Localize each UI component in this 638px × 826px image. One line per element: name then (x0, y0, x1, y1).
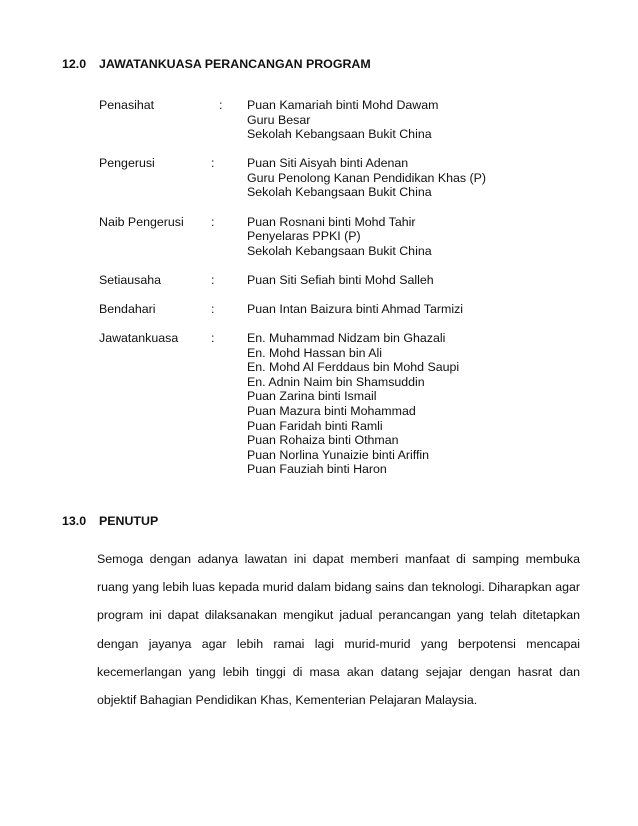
member-line: Puan Siti Aisyah binti Adenan (247, 156, 409, 171)
committee-role: Penasihat (99, 98, 155, 112)
closing-paragraph: Semoga dengan adanya lawatan ini dapat memberi manfaat di samping membuka ruang yang lebih luas kepada murid dalam bidang sains dan teknologi. Diharapkan agar program ini dapat dilaksanakan mengikut jadual perancangan yang telah ditetapkan dengan jayanya agar lebih ramai lagi murid-murid yang berpotensi mencapai kecemerlangan yang lebih tinggi di masa akan datang sejajar dengan hasrat dan objektif Bahagian Pendidikan Khas, Kementerian Pelajaran Malaysia. (97, 552, 580, 708)
committee-role: Pengerusi (99, 156, 155, 171)
member-line: Sekolah Kebangsaan Bukit China (247, 127, 432, 142)
member-line: Sekolah Kebangsaan Bukit China (247, 243, 432, 258)
section-12-heading (62, 57, 371, 71)
member-line: Sekolah Kebangsaan Bukit China (247, 185, 432, 200)
member-line: Puan Fauziah binti Haron (247, 462, 387, 477)
colon-separator: : (211, 156, 215, 171)
section-title: PENUTUP (99, 514, 159, 528)
colon-separator: : (211, 301, 215, 316)
member-line: En. Adnin Naim bin Shamsuddin (247, 374, 425, 389)
member-line: Puan Siti Sefiah binti Mohd Salleh (247, 272, 434, 287)
committee-members (247, 156, 599, 200)
member-line: Puan Kamariah binti Mohd Dawam (247, 98, 439, 112)
member-line: En. Muhammad Nidzam bin Ghazali (247, 331, 446, 346)
colon-separator: : (211, 331, 215, 346)
committee-row (99, 156, 599, 200)
member-line: Guru Penolong Kanan Pendidikan Khas (P) (247, 170, 487, 185)
committee-row (99, 215, 599, 259)
member-line: Puan Intan Baizura binti Ahmad Tarmizi (247, 301, 464, 316)
section-number: 12.0 (62, 57, 87, 71)
colon-separator: : (211, 272, 215, 287)
member-line: Puan Norlina Yunaizie binti Ariffin (247, 447, 430, 462)
member-line: Puan Zarina binti Ismail (247, 389, 377, 404)
member-line: Puan Faridah binti Ramli (247, 418, 383, 433)
member-line: Penyelaras PPKI (P) (247, 229, 361, 244)
committee-row (99, 302, 599, 317)
committee-members (247, 98, 599, 142)
committee-row (99, 273, 599, 288)
committee-role: Naib Pengerusi (99, 214, 184, 229)
member-line: En. Mohd Al Ferddaus bin Mohd Saupi (247, 360, 460, 375)
committee-role: Bendahari (99, 301, 156, 316)
committee-list (99, 98, 599, 491)
section-title: JAWATANKUASA PERANCANGAN PROGRAM (99, 57, 371, 71)
committee-members (247, 215, 599, 259)
colon-separator: : (211, 214, 215, 229)
committee-role: Jawatankuasa (99, 331, 179, 346)
member-line: Puan Rohaiza binti Othman (247, 433, 399, 448)
section-13-heading (62, 514, 158, 528)
committee-role: Setiausaha (99, 272, 162, 287)
member-line: Puan Mazura binti Mohammad (247, 404, 416, 418)
committee-members (247, 302, 599, 317)
committee-row (99, 331, 599, 477)
committee-members (247, 331, 599, 477)
member-line: Guru Besar (247, 112, 311, 127)
committee-members (247, 273, 599, 288)
committee-row (99, 98, 599, 142)
member-line: Puan Rosnani binti Mohd Tahir (247, 214, 416, 229)
member-line: En. Mohd Hassan bin Ali (247, 345, 382, 360)
section-number: 13.0 (62, 514, 87, 528)
colon-separator: : (219, 98, 223, 112)
